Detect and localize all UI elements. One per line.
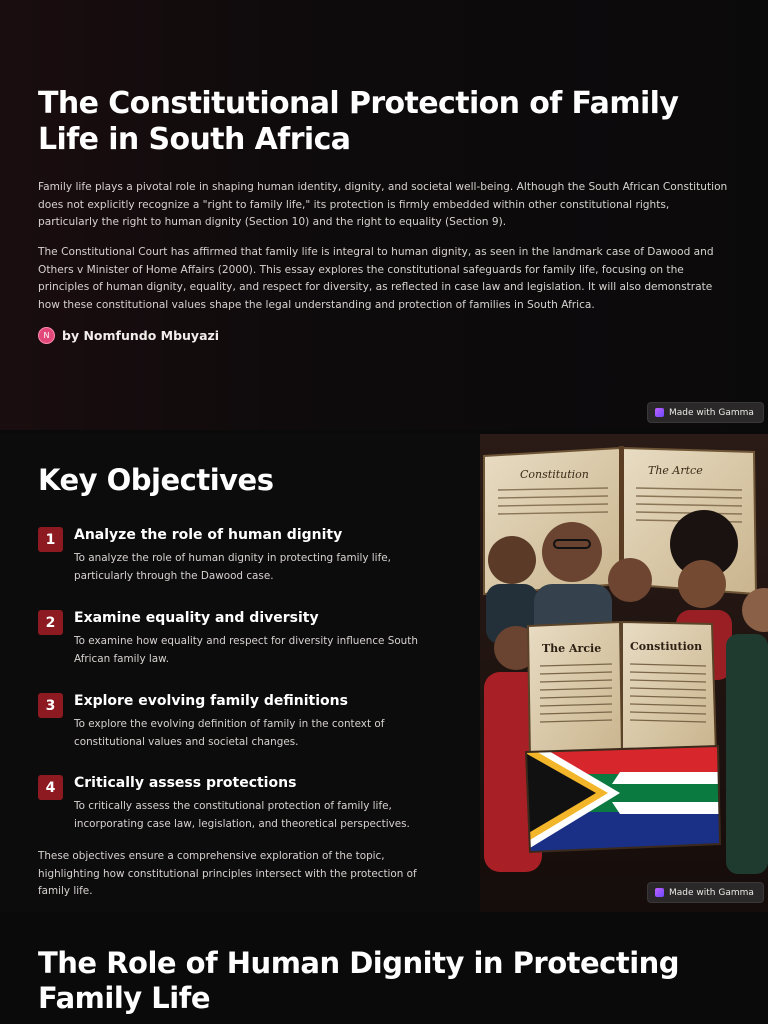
south-african-flag [520, 734, 730, 862]
gamma-badge-label: Made with Gamma [669, 407, 754, 418]
author-byline [38, 327, 219, 344]
objective-title: Explore evolving family definitions [74, 693, 348, 709]
family-constitution-illustration [480, 434, 768, 912]
section-heading: The Role of Human Dignity in Protecting Family Life [38, 946, 680, 1015]
objectives-heading: Key Objectives [38, 463, 274, 497]
made-with-gamma-badge[interactable] [647, 882, 764, 903]
objective-title: Examine equality and diversity [74, 610, 319, 626]
objective-title: Critically assess protections [74, 775, 297, 791]
author-name: by Nomfundo Mbuyazi [62, 328, 220, 343]
held-book [528, 622, 716, 760]
book-heading-left: Constitution [520, 468, 589, 481]
held-book-heading-right: Constiution [630, 640, 703, 653]
intro-paragraph-1: Family life plays a pivotal role in shaping human identity, dignity, and societal well-being. Although the South African Constitution does not explicitly recognize a "right to family life," its protection is firmly embedded within other constitutional rights, particularly the right to human dignity (Section 10) and the right to equality (Section 9). [38, 181, 728, 228]
objective-description: To explore the evolving definition of family in the context of constitutional values and societal changes. [74, 718, 385, 748]
book-heading-right: The Artce [648, 464, 703, 477]
objectives-summary: These objectives ensure a comprehensive exploration of the topic, highlighting how constitutional principles intersect with the protection of family life. [38, 850, 417, 897]
gamma-logo-icon [655, 888, 664, 897]
gamma-badge-label: Made with Gamma [669, 887, 754, 898]
gamma-logo-icon [655, 408, 664, 417]
page-title: The Constitutional Protection of Family Life in South Africa [38, 86, 679, 157]
made-with-gamma-badge[interactable] [647, 402, 764, 423]
objective-description: To critically assess the constitutional protection of family life, incorporating case law, legislation, and theoretical perspectives. [74, 800, 410, 830]
illustration-svg [480, 434, 768, 912]
objective-title: Analyze the role of human dignity [74, 527, 343, 543]
intro-paragraph-2: The Constitutional Court has affirmed that family life is integral to human dignity, as seen in the landmark case of Dawood and Others v Minister of Home Affairs (2000). This essay explores the constitutional safeguards for family life, focusing on the principles of human dignity, equality, and respect for diversity, as reflected in case law and legislation. It will also demonstrate how these constitutional values shape the legal understanding and protection of families in South Africa. [38, 246, 714, 311]
objective-number: 1 [38, 527, 63, 552]
objective-number: 2 [38, 610, 63, 635]
objective-description: To examine how equality and respect for diversity influence South African family law. [74, 635, 418, 665]
objective-number: 4 [38, 775, 63, 800]
avatar: N [38, 327, 55, 344]
objective-description: To analyze the role of human dignity in protecting family life, particularly through the Dawood case. [74, 552, 391, 582]
held-book-heading-left: The Arcie [542, 642, 602, 655]
objective-number: 3 [38, 693, 63, 718]
